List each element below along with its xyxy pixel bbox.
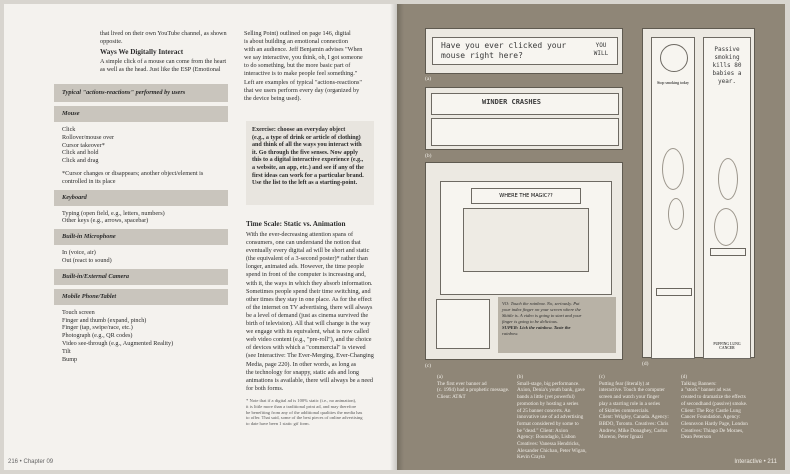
caption-line: Alexander Chichan, Peter Wigan, [517,447,587,454]
paragraph-line: consumers, one can understand the notion that [246,239,361,247]
cigarette-icon [656,288,692,296]
exercise-line: first ideas can work for a particular brand. [252,172,364,179]
footnote-line: be benefiting from any of the additional qualities the media has [246,409,363,415]
caption-line: Client: AT&T [437,394,466,401]
panel-label: (b) [425,153,432,159]
exercise-box [246,121,374,205]
caption-line: be "dead." Client: Axion [517,427,568,434]
paragraph-line: with it, the ways in which they absorb information. [246,279,373,287]
caption-line: The first ever banner ad [437,380,487,387]
caption-line: Agency: Boundaglo, Lisbon [517,434,576,441]
table-item: Click and hold [62,149,99,157]
book-gutter [390,4,404,470]
tip-line: rainbow. [502,331,519,336]
website-sketch [440,181,612,295]
table-item: Tilt [62,347,71,355]
table-item: Other keys (e.g., arrows, spacebar) [62,217,149,225]
banner-text: Have you ever clicked your mouse right here? [441,41,567,60]
body-line: Selling Point) outlined on page 146, digital [244,30,351,37]
banner-small-text: Stop smoking today [656,80,689,85]
panel-label: (c) [425,363,432,369]
caption-line: play a starring role in a series [599,400,661,407]
paragraph-line: web video content (e.g., "pre-roll"), and the choice [246,336,372,344]
caption-line: Talking Banners: [681,380,717,387]
tip-line: your index finger on your screen where the [502,307,581,312]
footnote [246,398,386,427]
tip-line: Skittle is. A video is going to start and your [502,313,582,318]
table-group-items [54,245,228,269]
caption-line: of 25 banner concerts. An [517,407,571,414]
caption-line: Dean Peterson [681,434,712,441]
paragraph-line: With the ever-decreasing attention spans of [246,231,354,238]
table-group-items [54,305,228,368]
finger-sketch [436,299,490,349]
caption-a [437,374,511,401]
body-line: Left are examples of typical "actions-reactions" [244,78,362,86]
body-line: interactive is to make people feel something." [244,70,358,78]
body-line: to do something, but the more basic part of [244,62,351,70]
paragraph-line: Media, page 220). In other words, as long as [246,360,357,368]
table-group-heading: Keyboard [54,190,228,206]
body-line: with an audience. Jeff Benjamin advises "When [244,46,363,54]
table-group-items [54,122,228,190]
paragraph-line: (the equivalent of a 3-second poster)* rather than [246,255,368,263]
exercise-line: and think of all the ways you interact with [252,142,362,149]
page-footer: Interactive • 211 [734,459,777,465]
table-item: Touch screen [62,308,95,316]
caption-line: created to dramatize the effects [681,394,746,401]
table-item: Bump [62,355,78,363]
caption-d [681,374,759,441]
caption-line: Client: Wrigley, Canada. Agency: [599,414,669,421]
exercise-line: this to a digital interactive experience (e.g., [252,157,364,164]
caption-id: (d) [681,374,688,380]
intro-line: that lived on their own YouTube channel, as shown [100,30,227,37]
caption-line: Putting fear (literally) at [599,380,650,387]
caption-line: interactive. Touch the computer [599,387,665,394]
caption-line: Moreno, Peter Ignazi [599,434,643,441]
paragraph-line: for both forms. [246,384,284,392]
caption-line: format considered by some to [517,420,579,427]
exercise-line: it. Go through the five senses. Now apply [252,149,359,156]
caption-line: innovative use of ad advertising [517,414,584,421]
section-paragraph [246,231,386,393]
caption-line: Andrew, Mike Donaghey, Carlos [599,427,668,434]
table-item: Video see-through (e.g., Augmented Reality) [62,339,174,347]
banner-sketch [431,93,619,115]
caption-line: Glennsvon Hardy Page, London [681,420,748,427]
table-item: Click [62,126,76,133]
panel-label: (d) [642,361,649,367]
table-item: Finger and thumb (expand, pinch) [62,316,147,324]
caption-line: promotion by hosting a series [517,400,579,407]
smoke-swirl [662,148,684,190]
section-heading: Ways We Digitally Interact [100,48,184,56]
paragraph-line: eventually every digital ad will be short and static [246,247,370,255]
section-heading: Time Scale: Static vs. Animation [246,220,346,228]
panel-b-banners [425,87,623,150]
table-item: Typing (open field, e.g., letters, numbers) [62,209,165,217]
table-group-items [54,206,228,230]
smoke-swirl [668,198,684,230]
table-item: Out (react to sound) [62,256,112,264]
paragraph-line: be a level of demand (just as cinema survived the [246,311,369,319]
banner-side-text: YOU WILL [593,42,609,57]
exercise-line: Exercise: choose an everyday object [252,127,346,133]
caption-line: of secondhand (passive) smoke. [681,400,748,407]
caption-line: Client: The Roy Castle Lung [681,407,741,414]
caption-c [599,374,675,441]
table-item: In (voice, air) [62,249,96,257]
body-line: is about building an emotional connection [244,38,348,46]
footnote-line: to date have been 1 static gif form. [246,421,310,427]
left-page [4,4,397,470]
tall-banner-1 [651,37,695,359]
paragraph-line: A simple click of a mouse can come from the heart [100,58,227,65]
paragraph-line: of devices with which a "commercial" is viewed [246,344,366,352]
body-column [244,30,384,103]
paragraph-line: as well as the head. Just like the ESP (Emotional [100,66,221,74]
paragraph-line: of the internet on TV advertising, there will always [246,303,373,311]
caption-b [517,374,593,461]
section-paragraph [100,58,240,74]
tip-line: SUPER: Lick the rainbow. Taste the [502,325,571,330]
caption-line: Creatives: Thiago De Moraes, [681,427,744,434]
caption-id: (a) [437,374,443,380]
paragraph-line: spend in front of the computer is increasing and, [246,271,366,279]
cigarette-icon [710,248,746,256]
caption-line: BBDO, Toronto. Creatives: Chris [599,420,669,427]
tip-box [498,297,616,353]
tip-line: VO: Touch the rainbow. No, seriously. Put [502,301,580,306]
paragraph-line: other times they stay in one place. As for the effect [246,295,372,303]
caption-id: (b) [517,374,524,380]
caption-line: Small-stage, big performance. [517,380,580,387]
table-group-heading: Built-in/External Camera [54,269,228,285]
right-page [397,4,785,470]
table-item: Cursor takeover* [62,141,105,149]
panel-d-tall-banners [642,28,755,358]
website-title: WHERE THE MAGIC?? [471,188,581,204]
exercise-line: a website, an app, etc.) and see if any of the [252,164,364,171]
actions-reactions-table [54,84,228,367]
panel-c-website [425,162,623,360]
paragraph-line: birth of television). All that will change is the way [246,320,371,328]
caption-line: Creatives: Vanessa Hendricks, [517,441,580,448]
banner-sketch-2 [431,118,619,146]
tall-banner-2 [703,37,751,359]
body-line: we say interactive, you think, oh, I got someone [244,54,363,62]
caption-line: Kevin Crayta [517,454,545,461]
table-group-heading: Mobile Phone/Tablet [54,289,228,305]
tip-line: finger is going to be delicious. [502,319,558,324]
paragraph-line: animations is available, there will always be a need [246,376,373,384]
paragraph-line: Sometimes people spend their time switching, and [246,287,371,295]
intro-line: opposite. [100,38,123,46]
caption-line: (c. 1994) had a prophetic message. [437,387,510,394]
smoke-swirl [714,208,738,246]
table-group-heading: Built-in Microphone [54,229,228,245]
table-item: Click and drag [62,157,99,165]
table-group-heading: Mouse [54,106,228,122]
baby-face-sketch [660,44,688,72]
paragraph-line: (see Interactive: The Ever-Merging, Ever-Changing [246,352,374,360]
caption-line: Cancer Foundation. Agency: [681,414,741,421]
banner-text: WINDER CRASHES [482,98,542,106]
video-frame [463,208,589,272]
table-item: Rollover/mouse over [62,133,115,141]
intro-text [100,30,240,46]
panel-a-banner [425,28,623,74]
footnote-line: to offer. That said, some of the best pieces of online advertising [246,415,363,421]
table-item: Photograph (e.g., QR codes) [62,332,133,340]
smoke-swirl [718,158,738,200]
table-item: Finger (tap, swipe/race, etc.) [62,324,133,332]
caption-line: screen and watch your finger [599,394,660,401]
footnote-line: it is little more than a traditional print ad, and may therefore [246,403,357,409]
banner-text: Passive smoking kills 80 babies a year. [712,46,742,85]
exercise-line: Use the list to the left as a starting-point. [252,180,358,187]
caption-line: of Skittles commercials. [599,407,650,414]
caption-id: (c) [599,374,605,380]
table-title: Typical "actions-reactions" performed by users [54,84,228,102]
exercise-line: (e.g., a type of drink or article of clothing) [252,134,361,141]
banner-sketch [432,37,618,65]
paragraph-line: longer, animated ads. However, the time people [246,263,364,271]
banner-bottom-text: PUFFING LUNG CANCER [713,342,741,350]
footnote-line: * Note that if a digital ad is 100% static (i.e., no animation), [246,398,357,403]
panel-label: (a) [425,76,432,82]
caption-line: bands a little (yet powerful) [517,394,575,401]
caption-line: a "stock" banner ad was [681,387,731,394]
paragraph-line: the technology for snappy, static ads and long [246,368,360,376]
page-footer: 216 • Chapter 09 [8,459,54,465]
book-spread [4,4,785,470]
body-line: the device being used). [244,94,302,102]
caption-line: Axion, Denia's youth bank, gave [517,387,585,394]
table-note: *Cursor changes or disappears; another object/element is controlled in its place [62,169,204,185]
body-line: that we users perform every day (organized by [244,86,360,94]
paragraph-line: we engage with its equivalent, what is now called [246,328,369,336]
